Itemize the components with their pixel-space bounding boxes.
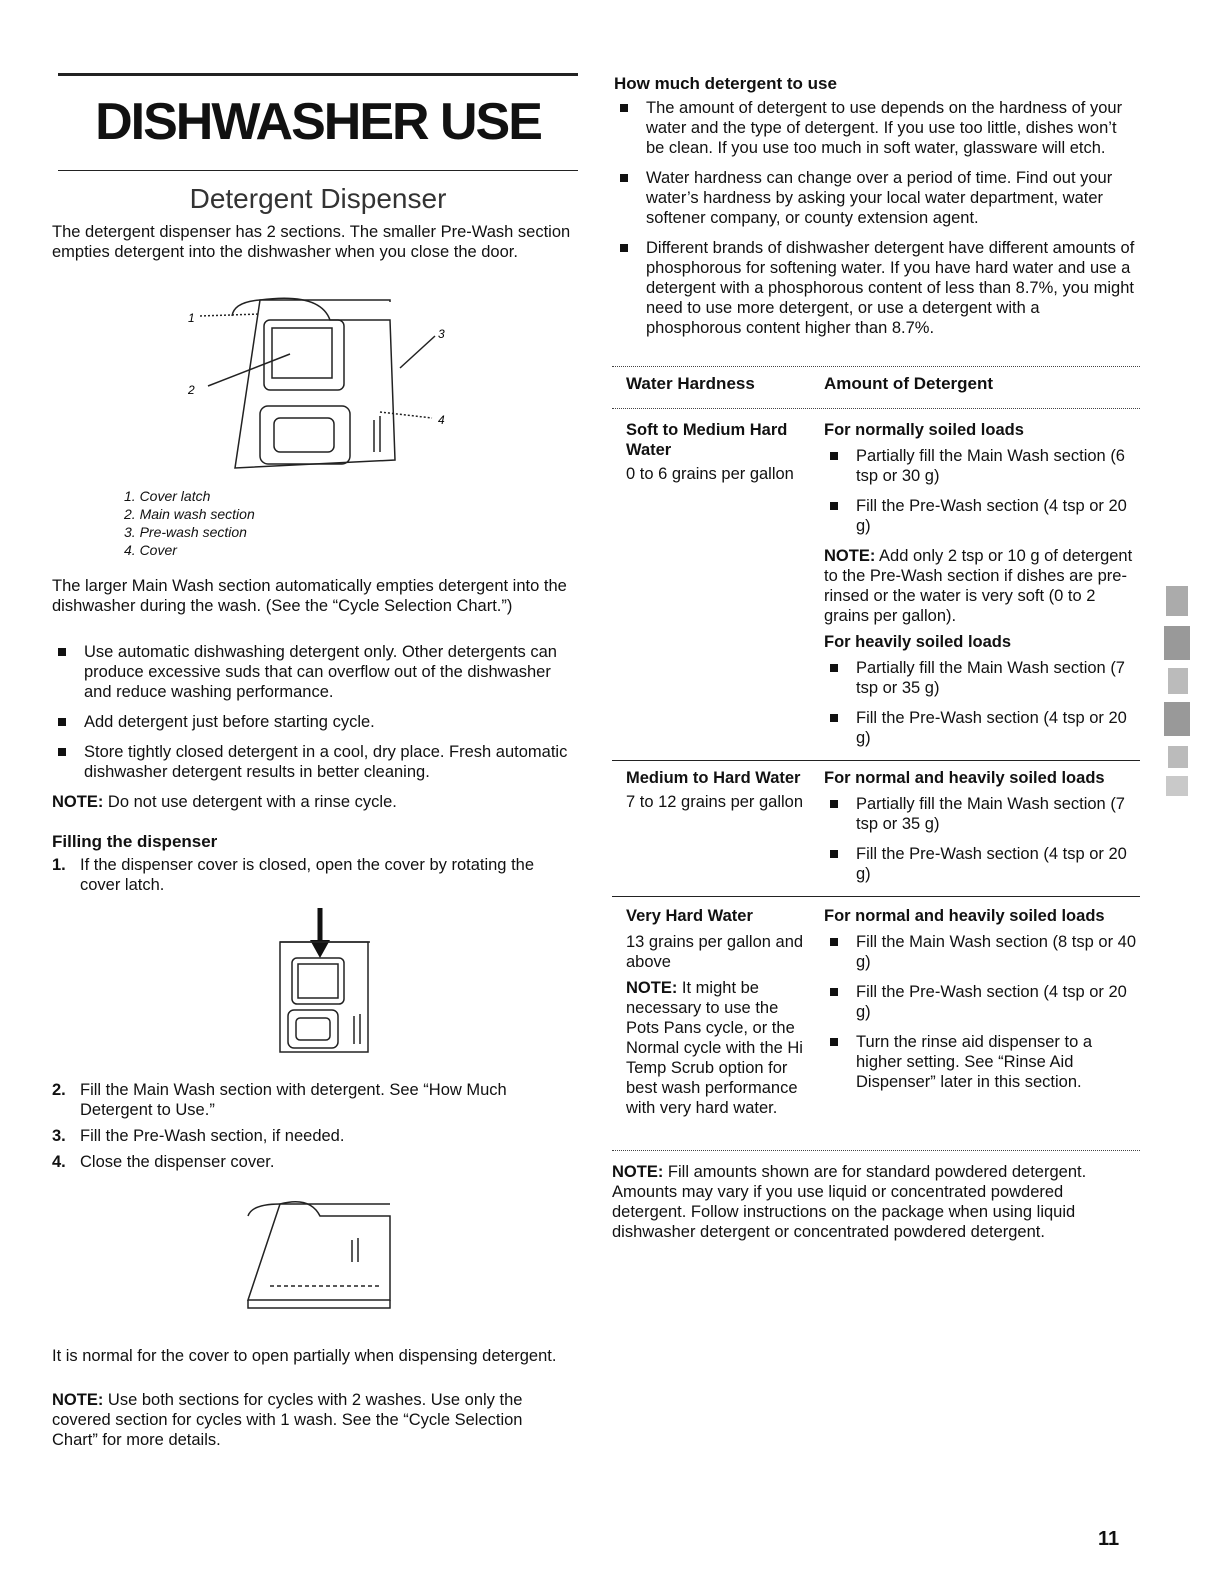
row-divider	[612, 896, 1140, 897]
hardness-label: Medium to Hard Water	[626, 769, 801, 787]
detergent-amount-heading: How much detergent to use	[614, 74, 837, 93]
hardness-label: Very Hard Water	[626, 907, 753, 925]
step-number: 4.	[52, 1153, 66, 1171]
load-heading: For normal and heavily soiled loads	[824, 769, 1105, 787]
normal-open-paragraph: It is normal for the cover to open partially when dispensing detergent.	[52, 1347, 557, 1365]
caption-item: 3. Pre-wash section	[124, 524, 247, 540]
steps-2-4	[52, 1080, 572, 1172]
detergent-item: Partially fill the Main Wash section (6 tsp or 30 g)	[824, 446, 1142, 486]
step-text: Close the dispenser cover.	[80, 1153, 275, 1171]
step-number: 3.	[52, 1127, 66, 1145]
note-label: NOTE:	[52, 1391, 104, 1409]
detergent-item: Partially fill the Main Wash section (7 tsp or 35 g)	[824, 658, 1142, 698]
page-number: 11	[1098, 1528, 1120, 1550]
main-wash-paragraph: The larger Main Wash section automatically empties detergent into the dishwasher during the wash. (See the “Cycle Selection Chart.”)	[52, 577, 567, 615]
bullet-item: Different brands of dishwasher detergent have different amounts of phosphorous for softening water. If you have hard water and use a detergent with a phosphorous content of less than 8.7%, you might need to use more detergent, or use a detergent with a phosphorous content higher than 8.7%.	[614, 238, 1136, 338]
note-text: Do not use detergent with a rinse cycle.	[103, 793, 397, 811]
closed-cover-diagram	[240, 1196, 400, 1312]
step-4	[52, 1152, 572, 1172]
step-text: If the dispenser cover is closed, open the cover by rotating the cover latch.	[80, 856, 535, 894]
step-2	[52, 1080, 572, 1120]
note-label: NOTE:	[612, 1163, 664, 1181]
note-text: Add only 2 tsp or 10 g of detergent to the Pre-Wash section if dishes are pre-rinsed or the water is very soft (0 to 2 grains per gallon).	[824, 547, 1133, 625]
bullet-item: Use automatic dishwashing detergent only. Other detergents can produce excessive suds that can overflow out of the dishwasher and reduce washing performance.	[52, 642, 576, 702]
note-text: Fill amounts shown are for standard powdered detergent. Amounts may vary if you use liquid or concentrated powdered detergent. Follow instructions on the package when using liquid dishwasher detergent or concentrated powdered detergent.	[612, 1163, 1087, 1241]
title-underline	[58, 170, 578, 171]
detergent-item: Fill the Pre-Wash section (4 tsp or 20 g)	[824, 982, 1142, 1022]
table-header-row	[612, 374, 1140, 398]
caption-item: 4. Cover	[124, 542, 177, 558]
hardness-label: Soft to Medium Hard Water	[626, 421, 788, 459]
bullet-item: Water hardness can change over a period of time. Find out your water’s hardness by asking your local water department, water softener company, or county extension agent.	[614, 168, 1136, 228]
sections-note	[52, 1390, 572, 1450]
table-top-rule	[612, 366, 1140, 367]
figure-captions	[124, 487, 424, 559]
fill-amounts-note	[612, 1162, 1140, 1242]
rinse-note	[52, 792, 572, 812]
step-3	[52, 1126, 572, 1146]
table-row	[612, 768, 1140, 886]
table-row	[612, 906, 1140, 1142]
header-top-rule	[58, 73, 578, 76]
note-text: It might be necessary to use the Pots Pans cycle, or the Normal cycle with the Hi Temp Scrub option for best wash performance with very hard water.	[626, 979, 803, 1117]
note-label: NOTE:	[52, 793, 104, 811]
table-row	[612, 420, 1140, 760]
table-header-rule	[612, 408, 1140, 409]
left-bullet-list	[52, 642, 576, 792]
figure-label-2: 2	[188, 383, 195, 397]
step-text: Fill the Main Wash section with detergent. See “How Much Detergent to Use.”	[80, 1081, 507, 1119]
detergent-item: Fill the Main Wash section (8 tsp or 40 g)	[824, 932, 1142, 972]
caption-item: 1. Cover latch	[124, 488, 211, 504]
caption-item: 2. Main wash section	[124, 506, 255, 522]
load-heading: For normally soiled loads	[824, 421, 1024, 439]
load-heading: For normal and heavily soiled loads	[824, 907, 1105, 925]
note-text: Use both sections for cycles with 2 washes. Use only the covered section for cycles with 1 wash. See the “Cycle Selection Chart” for more details.	[52, 1391, 523, 1449]
grains-label: 0 to 6 grains per gallon	[626, 465, 794, 483]
figure-label-4: 4	[438, 413, 445, 427]
row-note	[824, 546, 1142, 626]
detergent-item: Fill the Pre-Wash section (4 tsp or 20 g)	[824, 708, 1142, 748]
side-language-tab	[1158, 582, 1200, 800]
table-bottom-rule	[612, 1150, 1140, 1151]
step-number: 1.	[52, 856, 66, 874]
intro-paragraph: The detergent dispenser has 2 sections. The smaller Pre-Wash section empties detergent into the dishwasher when you close the door.	[52, 223, 571, 261]
section-subtitle: Detergent Dispenser	[189, 183, 447, 214]
step-1	[52, 855, 572, 895]
bullet-item: The amount of detergent to use depends on the hardness of your water and the type of detergent. If you use too little, dishes won’t be clean. If you use too much in soft water, glassware will etch.	[614, 98, 1136, 158]
step-text: Fill the Pre-Wash section, if needed.	[80, 1127, 345, 1145]
figure-label-1: 1	[188, 311, 195, 325]
right-bullet-list	[614, 98, 1136, 338]
bullet-item: Add detergent just before starting cycle.	[52, 712, 576, 732]
page-title: DISHWASHER USE	[95, 93, 541, 151]
detergent-item: Partially fill the Main Wash section (7 tsp or 35 g)	[824, 794, 1142, 834]
col-header-amount: Amount of Detergent	[824, 374, 994, 393]
row-note	[626, 978, 806, 1118]
detergent-item: Fill the Pre-Wash section (4 tsp or 20 g)	[824, 844, 1142, 884]
step-number: 2.	[52, 1081, 66, 1099]
note-label: NOTE:	[824, 547, 876, 565]
row-divider	[612, 760, 1140, 761]
grains-label: 13 grains per gallon and above	[626, 933, 804, 971]
detergent-item: Turn the rinse aid dispenser to a higher setting. See “Rinse Aid Dispenser” later in this section.	[824, 1032, 1142, 1092]
detergent-item: Fill the Pre-Wash section (4 tsp or 20 g)	[824, 496, 1142, 536]
load-heading: For heavily soiled loads	[824, 633, 1012, 651]
note-label: NOTE:	[626, 979, 678, 997]
bullet-item: Store tightly closed detergent in a cool, dry place. Fresh automatic dishwasher detergent results in better cleaning.	[52, 742, 576, 782]
grains-label: 7 to 12 grains per gallon	[626, 793, 804, 811]
dispenser-diagram	[180, 290, 450, 475]
col-header-hardness: Water Hardness	[626, 374, 755, 393]
open-cover-diagram	[258, 906, 378, 1056]
figure-label-3: 3	[438, 327, 445, 341]
filling-heading: Filling the dispenser	[52, 832, 218, 851]
